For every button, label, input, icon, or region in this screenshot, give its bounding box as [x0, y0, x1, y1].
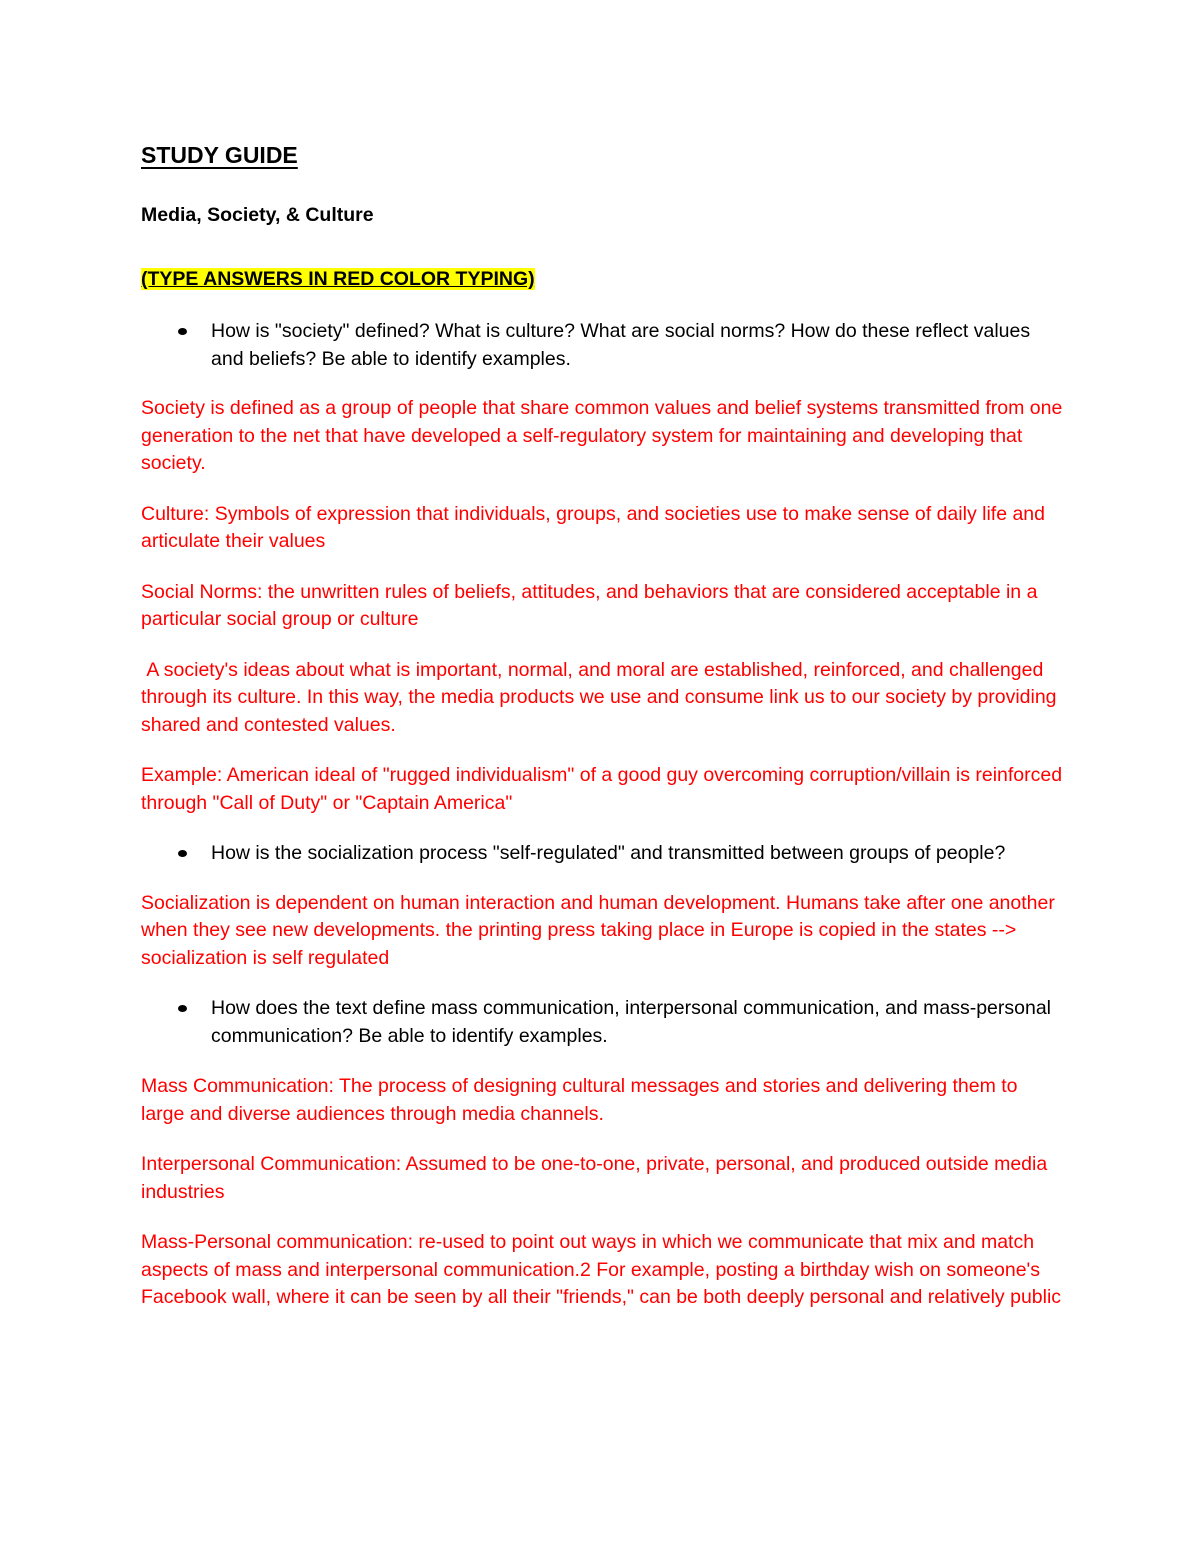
- document-title: STUDY GUIDE: [141, 142, 298, 168]
- answer-interpersonal-communication: Interpersonal Communication: Assumed to be one-to-one, private, personal, and produced outside media industries: [141, 1153, 1048, 1203]
- question-text: How is the socialization process "self-regulated" and transmitted between groups of people?: [211, 842, 1006, 864]
- answer-society-ideas: A society's ideas about what is important, normal, and moral are established, reinforced, and challenged through its culture. In this way, the media products we use and consume link us to our society by providing shared and contested values.: [141, 658, 1062, 736]
- answer-example: Example: American ideal of "rugged individualism" of a good guy overcoming corruption/villain is reinforced through "Call of Duty" or "Captain America": [141, 764, 1063, 814]
- answer-mass-communication: Mass Communication: The process of designing cultural messages and stories and delivering them to large and diverse audiences through media channels.: [141, 1075, 1018, 1125]
- answer-socialization: Socialization is dependent on human interaction and human development. Humans take after one another when they see new developments. the printing press taking place in Europe is copied in the states --> socialization is self regulated: [141, 891, 1055, 969]
- document-page: [141, 138, 1066, 1312]
- answer-culture: Culture: Symbols of expression that individuals, groups, and societies use to make sense of daily life and articulate their values: [141, 502, 1045, 552]
- question-item: [141, 318, 1066, 373]
- question-text: How is "society" defined? What is culture? What are social norms? How do these reflect values and beliefs? Be able to identify examples.: [211, 320, 1031, 370]
- bullet-icon: [178, 1005, 187, 1012]
- answer-mass-personal-communication: Mass-Personal communication: re-used to point out ways in which we communicate that mix and match aspects of mass and interpersonal communication.2 For example, posting a birthday wish on someone's Facebook wall, where it can be seen by all their "friends," can be both deeply personal and relatively public: [141, 1231, 1062, 1308]
- answer-society: Society is defined as a group of people that share common values and belief systems transmitted from one generation to the net that have developed a self-regulatory system for maintaining and developing that society.: [141, 397, 1063, 474]
- question-item: [141, 995, 1066, 1050]
- answer-social-norms: Social Norms: the unwritten rules of beliefs, attitudes, and behaviors that are considered acceptable in a particular social group or culture: [141, 580, 1038, 630]
- question-text: How does the text define mass communication, interpersonal communication, and mass-personal communication? Be able to identify examples.: [211, 997, 1051, 1047]
- answer-instruction: [141, 264, 1066, 294]
- instruction-highlight: (TYPE ANSWERS IN RED COLOR TYPING): [141, 268, 535, 290]
- bullet-icon: [178, 850, 187, 857]
- question-item: [141, 840, 1066, 868]
- bullet-icon: [178, 328, 187, 335]
- document-subtitle: Media, Society, & Culture: [141, 204, 374, 226]
